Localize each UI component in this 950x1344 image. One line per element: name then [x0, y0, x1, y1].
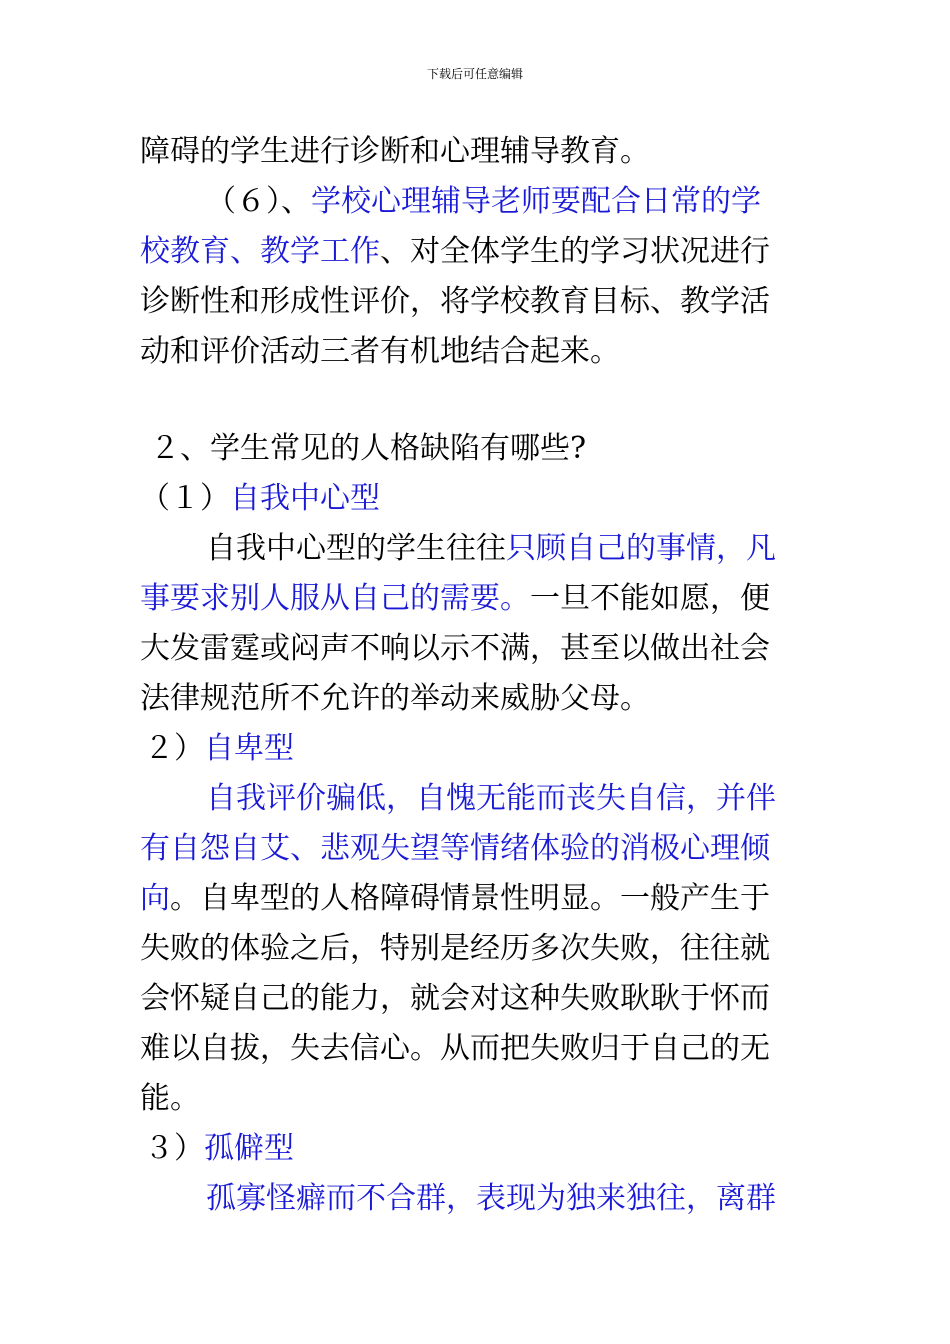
highlight-text: 有自怨自艾、悲观失望等情绪体验的消极心理倾 — [140, 831, 770, 866]
text-line-5: 动和评价活动三者有机地结合起来。 — [140, 334, 620, 369]
section-heading-1 — [140, 474, 812, 524]
page-header: 下载后可任意编辑 — [426, 67, 523, 81]
text-line-17: 会怀疑自己的能力，就会对这种失败耿耿于怀而 — [140, 981, 770, 1016]
body-text: 。自卑型的人格障碍情景性明显。一般产生于 — [170, 881, 770, 916]
item-number: ２） — [144, 731, 204, 766]
text-line-10: 大发雷霆或闷声不响以示不满，甚至以做出社会 — [140, 631, 770, 666]
text-line-13 — [140, 774, 812, 824]
highlight-text: 向 — [140, 881, 170, 916]
heading-label: 孤僻型 — [204, 1131, 294, 1166]
highlight-text: 只顾自己的事情，凡 — [506, 531, 776, 566]
text-line-14 — [140, 824, 812, 874]
section-heading-3 — [140, 1124, 812, 1174]
section-heading-2 — [140, 724, 812, 774]
paragraph-gap — [140, 377, 812, 424]
body-text: 自我中心型的学生往往 — [206, 531, 506, 566]
question-heading: ２、学生常见的人格缺陷有哪些? — [150, 431, 587, 466]
text-line-16: 失败的体验之后，特别是经历多次失败，往往就 — [140, 931, 770, 966]
highlight-text: 事要求别人服从自己的需要。 — [140, 581, 530, 616]
text-line-21 — [140, 1174, 812, 1224]
text-line-19: 能。 — [140, 1081, 200, 1116]
text-line-4: 诊断性和形成性评价，将学校教育目标、教学活 — [140, 284, 770, 319]
item-number: （１） — [140, 481, 230, 516]
heading-label: 自卑型 — [204, 731, 294, 766]
body-text: 一旦不能如愿，便 — [530, 581, 770, 616]
text-line-8 — [140, 524, 812, 574]
text-line-11: 法律规范所不允许的举动来威胁父母。 — [140, 681, 650, 716]
item-number: ３） — [144, 1131, 204, 1166]
highlight-text: 孤寡怪癖而不合群，表现为独来独往，离群 — [206, 1181, 776, 1216]
heading-label: 自我中心型 — [230, 481, 380, 516]
body-text: 、对全体学生的学习状况进行 — [380, 234, 770, 269]
document-body — [140, 127, 812, 1224]
text-line-3 — [140, 227, 812, 277]
text-line-9 — [140, 574, 812, 624]
highlight-text: 学校心理辅导老师要配合日常的学 — [311, 184, 761, 219]
highlight-text: 自我评价骗低，自愧无能而丧失自信，并伴 — [206, 781, 776, 816]
text-line-15 — [140, 874, 812, 924]
item-number: （６）、 — [206, 184, 311, 219]
text-line-18: 难以自拔，失去信心。从而把失败归于自己的无 — [140, 1031, 770, 1066]
text-line-2 — [140, 177, 812, 227]
text-line-1: 障碍的学生进行诊断和心理辅导教育。 — [140, 134, 650, 169]
highlight-text: 校教育、教学工作 — [140, 234, 380, 269]
